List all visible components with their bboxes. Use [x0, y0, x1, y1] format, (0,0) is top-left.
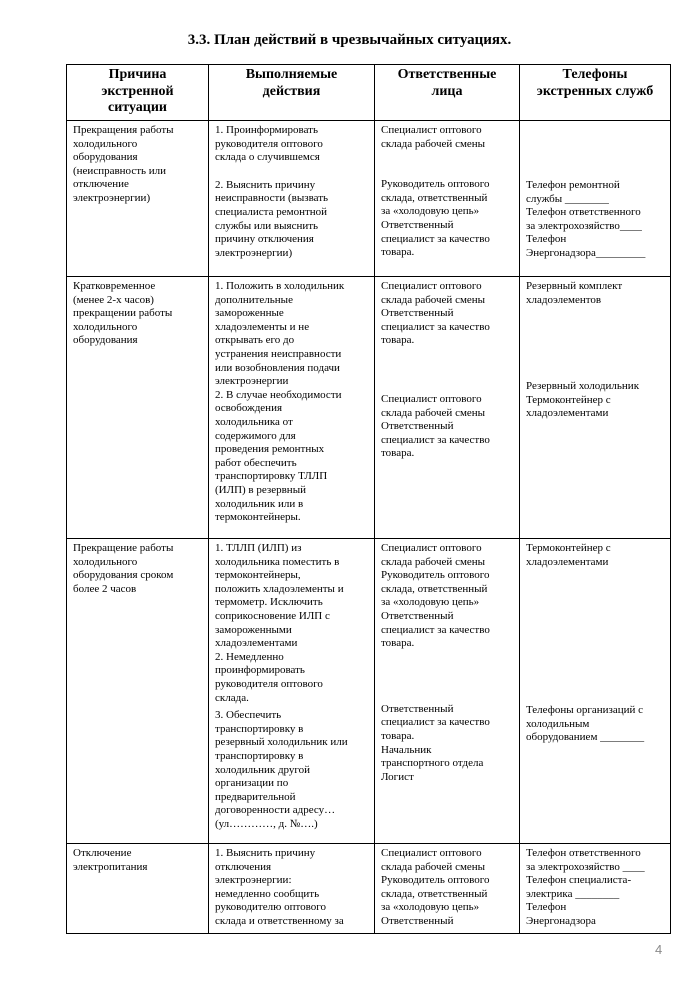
cause-text: Прекращение работы холодильного оборудования сроком более 2 часов	[73, 542, 174, 595]
phones-text: Телефон ответственного за электрохозяйство ____ Телефон специалиста- электрика ________ Телефон Энергонадзора	[526, 847, 645, 927]
phones-text: Резервный комплект хладоэлементов	[526, 280, 623, 306]
action-text: 1. ТЛЛП (ИЛП) из холодильника поместить в термоконтейнеры, положить хладоэлементы и термометр. Исключить соприкосновение ИЛП с замороженными хладоэлементами 2. Немедленно проинформировать руководителя оптового склада.	[215, 542, 344, 704]
cause-cell	[67, 844, 209, 934]
actions-cell	[209, 539, 375, 844]
responsible-text: Специалист оптового склада рабочей смены Руководитель оптового склада, ответственный за «холодовую цепь» Ответственный специалист за качество товара.	[381, 542, 490, 650]
page-number: 4	[655, 942, 663, 957]
responsible-cell	[375, 844, 520, 934]
emergency-plan-table	[66, 64, 671, 934]
phones-text: Телефон ремонтной службы ________ Телефон ответственного за электрохозяйство____ Телефон Энергонадзора_________	[526, 179, 646, 259]
phones-cell	[520, 121, 671, 277]
header-phones: Телефоны экстренных служб	[520, 65, 671, 121]
phones-text: Термоконтейнер с хладоэлементами	[526, 542, 611, 568]
header-cause: Причина экстренной ситуации	[67, 65, 209, 121]
cause-cell	[67, 539, 209, 844]
table-header-row	[67, 65, 671, 121]
cause-cell	[67, 121, 209, 277]
responsible-text: Специалист оптового склада рабочей смены Ответственный специалист за качество товара.	[381, 392, 490, 460]
cause-text: Отключение электропитания	[73, 847, 148, 873]
action-text: 1. Проинформировать руководителя оптового склада о случившемся	[215, 124, 323, 164]
responsible-cell	[375, 121, 520, 277]
actions-cell	[209, 844, 375, 934]
responsible-cell	[375, 539, 520, 844]
actions-cell	[209, 121, 375, 277]
action-text: 3. Обеспечить транспортировку в резервный холодильник или транспортировку в холодильник другой организации по предварительной договоренности адресу… (ул…………, д. №….)	[215, 709, 348, 830]
actions-cell	[209, 277, 375, 539]
action-text: 2. В случае необходимости освобождения холодильника от содержимого для проведения ремонтных работ обеспечить транспортировку ТЛЛП (ИЛП) в резервный холодильник или в термоконтейнеры.	[215, 388, 342, 524]
header-responsible: Ответственные лица	[375, 65, 520, 121]
table-row	[67, 539, 671, 844]
page-title: 3.3. План действий в чрезвычайных ситуациях.	[187, 32, 512, 48]
phones-cell	[520, 844, 671, 934]
table-row	[67, 121, 671, 277]
cause-text: Прекращения работы холодильного оборудования (неисправность или отключение электроэнергии)	[73, 124, 174, 204]
table-row	[67, 277, 671, 539]
responsible-text: Специалист оптового склада рабочей смены Ответственный специалист за качество товара.	[381, 280, 490, 347]
action-text: 1. Положить в холодильник дополнительные замороженные хладоэлементы и не открывать его до устранения неисправности или возобновления подачи электроэнергии	[215, 280, 345, 388]
responsible-text: Ответственный специалист за качество товара. Начальник транспортного отдела Логист	[381, 702, 490, 783]
cause-text: Кратковременное (менее 2-х часов) прекращении работы холодильного оборудования	[73, 280, 173, 347]
table-row	[67, 844, 671, 934]
phones-text: Телефоны организаций с холодильным оборудованием ________	[526, 704, 645, 744]
responsible-text: Специалист оптового склада рабочей смены Руководитель оптового склада, ответственный за «холодовую цепь» Ответственный	[381, 847, 490, 927]
action-text: 1. Выяснить причину отключения электроэнергии: немедленно сообщить руководителю оптового склада и ответственному за	[215, 847, 344, 927]
phones-cell	[520, 539, 671, 844]
responsible-text: Специалист оптового склада рабочей смены	[381, 124, 486, 150]
responsible-cell	[375, 277, 520, 539]
phones-text: Резервный холодильник Термоконтейнер с хладоэлементами	[526, 380, 640, 420]
responsible-text: Руководитель оптового склада, ответственный за «холодовую цепь» Ответственный специалист за качество товара.	[381, 178, 490, 259]
action-text: 2. Выяснить причину неисправности (вызвать специалиста ремонтной службы или выяснить причину отключения электроэнергии)	[215, 178, 329, 259]
cause-cell	[67, 277, 209, 539]
header-actions: Выполняемые действия	[209, 65, 375, 121]
phones-cell	[520, 277, 671, 539]
